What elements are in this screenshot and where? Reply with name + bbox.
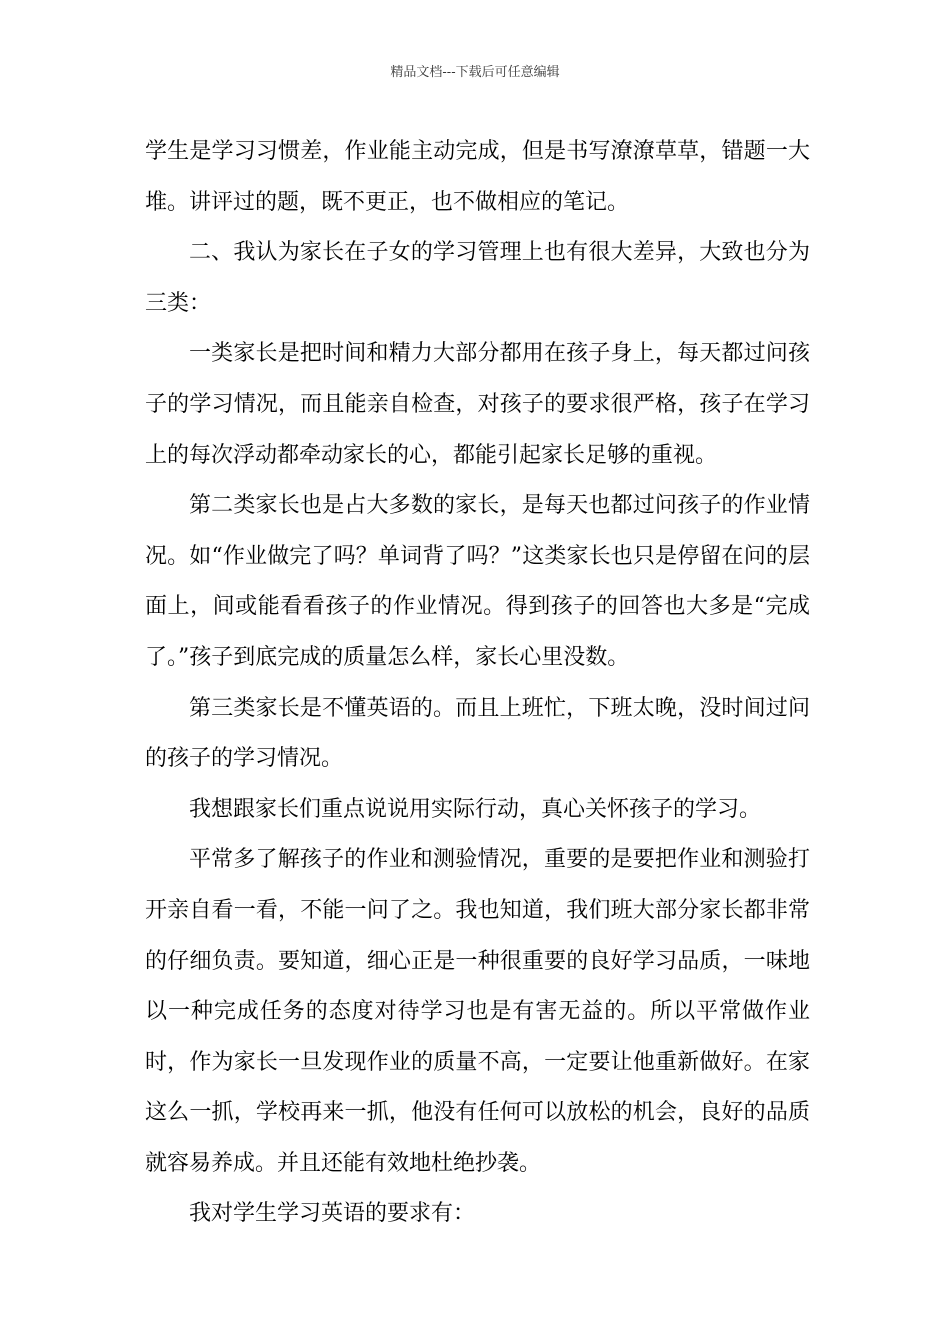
- paragraph-4: 第二类家长也是占大多数的家长，是每天也都过问孩子的作业情况。如“作业做完了吗？单词背了吗？”这类家长也只是停留在问的层面上，间或能看看孩子的作业情况。得到孩子的回答也大多是“完成了。”孩子到底完成的质量怎么样，家长心里没数。: [145, 493, 810, 670]
- paragraph-6: 我想跟家长们重点说说用实际行动，真心关怀孩子的学习。: [189, 796, 762, 822]
- paragraph-3: 一类家长是把时间和精力大部分都用在孩子身上，每天都过问孩子的学习情况，而且能亲自检查，对孩子的要求很严格，孩子在学习上的每次浮动都牵动家长的心，都能引起家长足够的重视。: [145, 341, 810, 468]
- paragraph-2: 二、我认为家长在子女的学习管理上也有很大差异，大致也分为三类：: [145, 240, 810, 316]
- page-header: 精品文档---下载后可任意编辑: [390, 65, 560, 80]
- paragraph-1: 学生是学习习惯差，作业能主动完成，但是书写潦潦草草，错题一大堆。讲评过的题，既不更正，也不做相应的笔记。: [145, 139, 810, 215]
- paragraph-7: 平常多了解孩子的作业和测验情况，重要的是要把作业和测验打开亲自看一看，不能一问了之。我也知道，我们班大部分家长都非常的仔细负责。要知道，细心正是一种很重要的良好学习品质，一味地以一种完成任务的态度对待学习也是有害无益的。所以平常做作业时，作为家长一旦发现作业的质量不高，一定要让他重新做好。在家这么一抓，学校再来一抓，他没有任何可以放松的机会，良好的品质就容易养成。并且还能有效地杜绝抄袭。: [145, 847, 810, 1176]
- paragraph-8: 我对学生学习英语的要求有：: [189, 1201, 476, 1227]
- document-body: [145, 127, 810, 1240]
- paragraph-5: 第三类家长是不懂英语的。而且上班忙，下班太晚，没时间过问的孩子的学习情况。: [145, 695, 810, 772]
